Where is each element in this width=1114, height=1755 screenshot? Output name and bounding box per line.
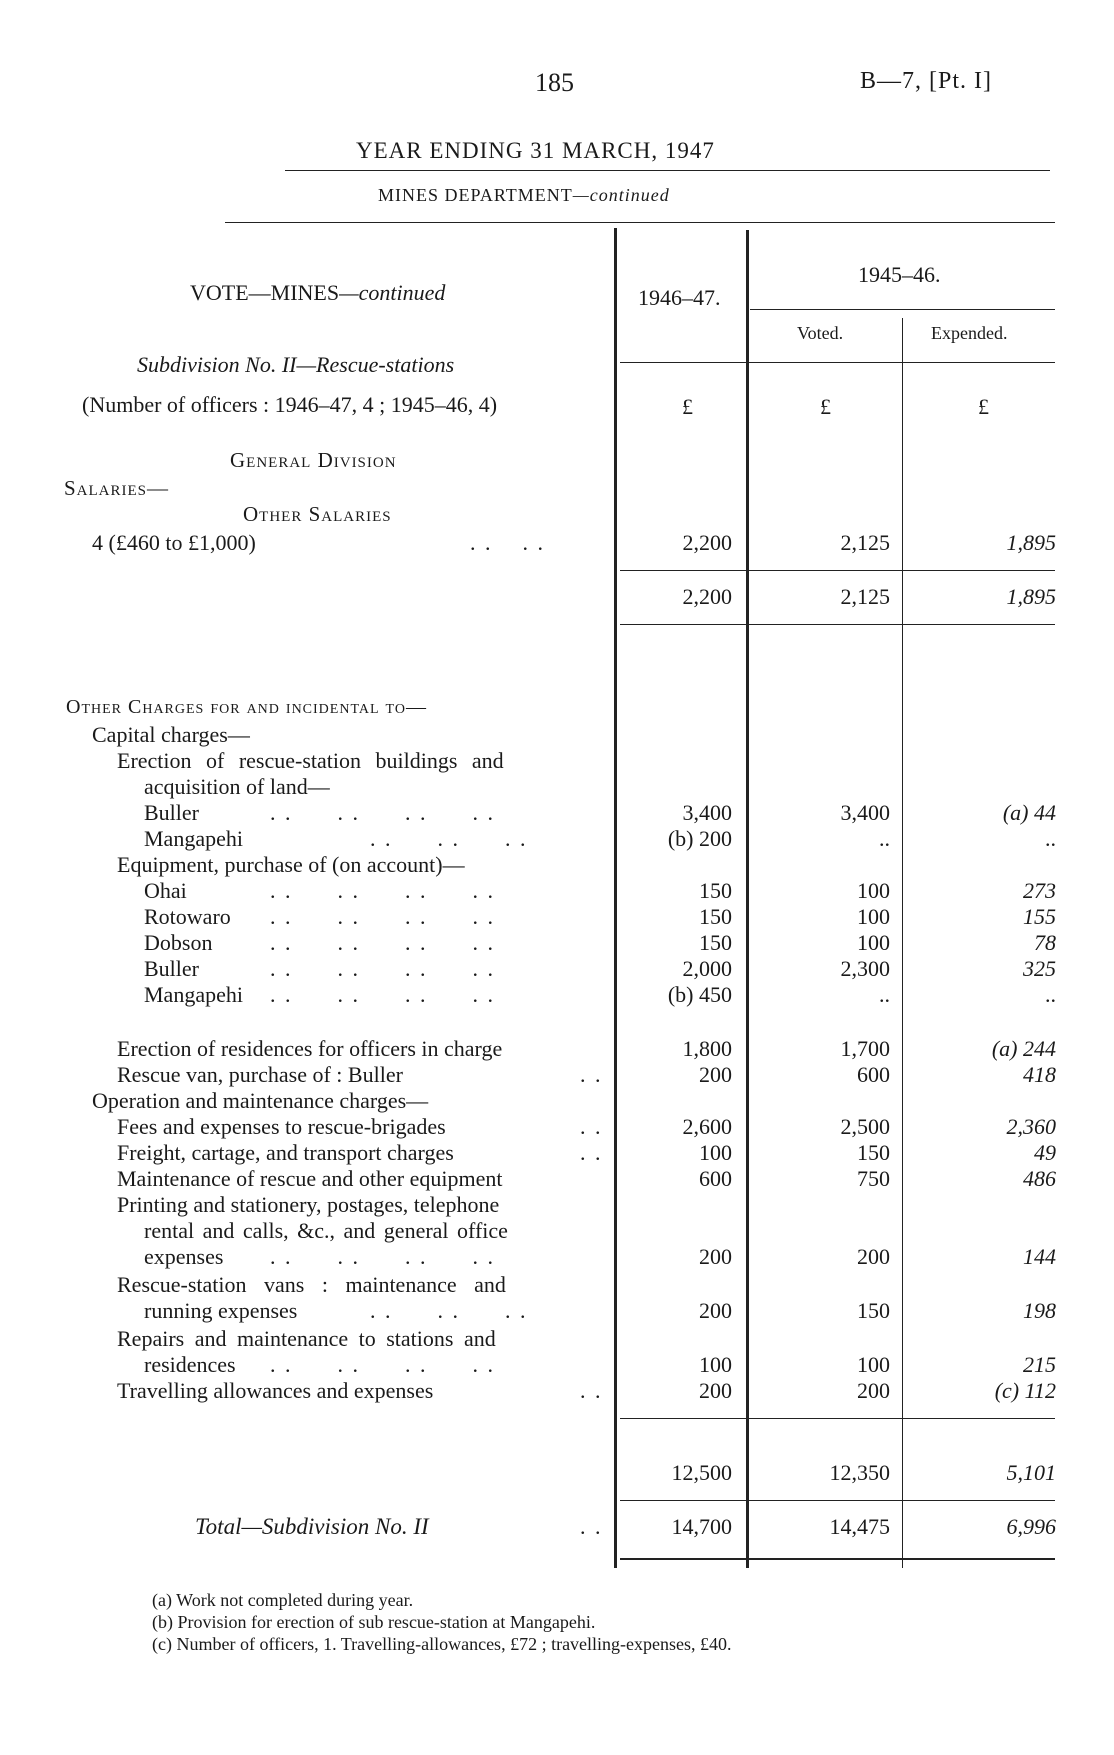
row-buller2-label: Buller <box>144 956 199 981</box>
printing-label-line2: rental and calls, &c., and general office <box>144 1218 508 1243</box>
salary-line-1946: 2,200 <box>682 530 732 555</box>
row-van-voted: 600 <box>857 1062 890 1087</box>
row-repairs-dots: . . . . . . . . <box>270 1352 495 1377</box>
row-printing-expended: 144 <box>1023 1244 1056 1269</box>
footnote-c: (c) Number of officers, 1. Travelling-allowances, £72 ; travelling-expenses, £40. <box>152 1634 732 1654</box>
year-title: YEAR ENDING 31 MARCH, 1947 <box>356 138 715 163</box>
row-mangapehi-voted: .. <box>879 826 890 851</box>
footnote-a: (a) Work not completed during year. <box>152 1590 414 1610</box>
row-printing-label: expenses <box>144 1244 224 1269</box>
row-vans-expended: 198 <box>1023 1298 1056 1323</box>
row-buller-1946: 3,400 <box>682 800 732 825</box>
row-travelling-label: Travelling allowances and expenses <box>117 1378 434 1403</box>
row-printing-1946: 200 <box>699 1244 732 1269</box>
pound-sign-voted: £ <box>820 394 831 419</box>
row-buller-label: Buller <box>144 800 199 825</box>
salary-total-voted: 2,125 <box>840 584 890 609</box>
row-van-label: Rescue van, purchase of : Buller <box>117 1062 403 1087</box>
row-travelling-voted: 200 <box>857 1378 890 1403</box>
column-header-1946: 1946–47. <box>638 285 721 310</box>
row-mangapehi-expended: .. <box>1045 826 1056 851</box>
row-travelling-expended: (c) 112 <box>994 1378 1056 1403</box>
row-dobson-1946: 150 <box>699 930 732 955</box>
salary-total-rule <box>620 624 1055 625</box>
row-fees-1946: 2,600 <box>682 1114 732 1139</box>
row-repairs-1946: 100 <box>699 1352 732 1377</box>
other-salaries-heading: Other Salaries <box>243 502 392 526</box>
row-fees-label: Fees and expenses to rescue-brigades <box>117 1114 446 1139</box>
row-ohai-dots: . . . . . . . . <box>270 878 495 903</box>
charges-total-expended: 5,101 <box>1006 1460 1056 1485</box>
column-rule-middle <box>746 230 749 1568</box>
row-mangapehi-1946: (b) 200 <box>667 826 732 851</box>
row-maintenance-expended: 486 <box>1023 1166 1056 1191</box>
officers-note: (Number of officers : 1946–47, 4 ; 1945–46, 4) <box>82 392 498 417</box>
column-rule-right <box>902 318 903 1568</box>
row-maintenance-voted: 750 <box>857 1166 890 1191</box>
grand-total-1946: 14,700 <box>671 1514 732 1539</box>
row-ohai-expended: 273 <box>1023 878 1056 903</box>
vans-label-line1: Rescue-station vans : maintenance and <box>117 1272 506 1297</box>
row-ohai-1946: 150 <box>699 878 732 903</box>
charges-total-rule <box>620 1500 1055 1501</box>
row-van-dots: . . <box>580 1062 603 1087</box>
row-printing-voted: 200 <box>857 1244 890 1269</box>
row-freight-1946: 100 <box>699 1140 732 1165</box>
row-ohai-label: Ohai <box>144 878 187 903</box>
row-fees-dots: . . <box>580 1114 603 1139</box>
row-residences-label: Erection of residences for officers in charge <box>117 1036 503 1061</box>
salary-total-expended: 1,895 <box>1006 584 1056 609</box>
row-dobson-dots: . . . . . . . . <box>270 930 495 955</box>
row-dobson-expended: 78 <box>1034 930 1056 955</box>
header-rule-2 <box>225 222 1055 223</box>
footnote-b: (b) Provision for erection of sub rescue-station at Mangapehi. <box>152 1612 596 1632</box>
charges-total-voted: 12,350 <box>829 1460 890 1485</box>
row-vans-voted: 150 <box>857 1298 890 1323</box>
row-vans-dots: . . . . . . <box>370 1298 528 1323</box>
row-repairs-label: residences <box>144 1352 236 1377</box>
column-rule-left <box>614 228 617 1568</box>
row-residences-expended: (a) 244 <box>991 1036 1056 1061</box>
row-van-1946: 200 <box>699 1062 732 1087</box>
salary-line-label: 4 (£460 to £1,000) <box>92 530 256 555</box>
row-freight-voted: 150 <box>857 1140 890 1165</box>
row-buller2-1946: 2,000 <box>682 956 732 981</box>
row-mangapehi-dots: . . . . . . <box>370 826 528 851</box>
grand-total-expended: 6,996 <box>1006 1514 1056 1539</box>
page-number: 185 <box>535 68 574 97</box>
row-freight-dots: . . <box>580 1140 603 1165</box>
equipment-heading: Equipment, purchase of (on account)— <box>117 852 465 877</box>
erection-heading-line2: acquisition of land— <box>144 774 330 799</box>
row-printing-dots: . . . . . . . . <box>270 1244 495 1269</box>
row-repairs-voted: 100 <box>857 1352 890 1377</box>
row-vans-label: running expenses <box>144 1298 298 1323</box>
row-buller2-expended: 325 <box>1023 956 1056 981</box>
row-van-expended: 418 <box>1023 1062 1056 1087</box>
header-rule-1 <box>285 170 1050 171</box>
vote-title-suffix: —continued <box>339 280 446 305</box>
row-buller2-dots: . . . . . . . . <box>270 956 495 981</box>
grand-total-dots: . . <box>580 1514 603 1539</box>
erection-heading-line1: Erection of rescue-station buildings and <box>117 748 504 773</box>
other-charges-heading: Other Charges for and incidental to— <box>66 696 427 718</box>
row-mangapehi2-label: Mangapehi <box>144 982 243 1007</box>
row-rotowaro-1946: 150 <box>699 904 732 929</box>
row-residences-1946: 1,800 <box>682 1036 732 1061</box>
row-dobson-voted: 100 <box>857 930 890 955</box>
row-travelling-1946: 200 <box>699 1378 732 1403</box>
capital-charges-heading: Capital charges— <box>92 722 250 747</box>
row-buller-dots: . . . . . . . . <box>270 800 495 825</box>
row-freight-expended: 49 <box>1034 1140 1056 1165</box>
row-residences-voted: 1,700 <box>840 1036 890 1061</box>
row-fees-voted: 2,500 <box>840 1114 890 1139</box>
vote-title-main: VOTE—MINES <box>190 280 340 305</box>
pound-sign-expended: £ <box>978 394 989 419</box>
row-vans-1946: 200 <box>699 1298 732 1323</box>
row-rotowaro-dots: . . . . . . . . <box>270 904 495 929</box>
grand-total-voted: 14,475 <box>829 1514 890 1539</box>
printing-label-line1: Printing and stationery, postages, telephone <box>117 1192 500 1217</box>
paper-reference: B—7, [Pt. I] <box>860 68 992 94</box>
subdivision-title: Subdivision No. II—Rescue-stations <box>137 352 455 377</box>
operation-heading: Operation and maintenance charges— <box>92 1088 429 1113</box>
charges-subtotal-rule <box>620 1418 1055 1419</box>
grand-total-rule <box>620 1558 1055 1560</box>
salary-line-dots: . . . . <box>470 530 545 555</box>
row-dobson-label: Dobson <box>144 930 213 955</box>
salary-total-1946: 2,200 <box>682 584 732 609</box>
row-ohai-voted: 100 <box>857 878 890 903</box>
rule-under-1945 <box>750 309 1055 310</box>
row-mangapehi2-1946: (b) 450 <box>667 982 732 1007</box>
row-mangapehi2-expended: .. <box>1045 982 1056 1007</box>
column-header-1945: 1945–46. <box>858 262 941 287</box>
row-freight-label: Freight, cartage, and transport charges <box>117 1140 454 1165</box>
row-mangapehi-label: Mangapehi <box>144 826 243 851</box>
row-mangapehi2-dots: . . . . . . . . <box>270 982 495 1007</box>
row-rotowaro-expended: 155 <box>1023 904 1056 929</box>
pound-sign-1946: £ <box>682 394 693 419</box>
salary-line-voted: 2,125 <box>840 530 890 555</box>
row-rotowaro-voted: 100 <box>857 904 890 929</box>
row-buller2-voted: 2,300 <box>840 956 890 981</box>
rule-under-headers <box>620 362 1055 363</box>
salary-subtotal-rule <box>620 570 1055 571</box>
general-division-heading: General Division <box>230 448 397 472</box>
charges-total-1946: 12,500 <box>671 1460 732 1485</box>
row-buller-voted: 3,400 <box>840 800 890 825</box>
salaries-heading: Salaries— <box>64 476 170 500</box>
column-header-voted: Voted. <box>797 323 844 343</box>
row-maintenance-1946: 600 <box>699 1166 732 1191</box>
row-mangapehi2-voted: .. <box>879 982 890 1007</box>
grand-total-label: Total—Subdivision No. II <box>195 1514 429 1539</box>
row-rotowaro-label: Rotowaro <box>144 904 231 929</box>
row-fees-expended: 2,360 <box>1006 1114 1056 1139</box>
row-travelling-dots: . . <box>580 1378 603 1403</box>
salary-line-expended: 1,895 <box>1006 530 1056 555</box>
department-suffix: —continued <box>572 185 670 205</box>
row-repairs-expended: 215 <box>1023 1352 1056 1377</box>
row-buller-expended: (a) 44 <box>1002 800 1056 825</box>
column-header-expended: Expended. <box>931 323 1008 343</box>
department-name: MINES DEPARTMENT <box>378 185 573 205</box>
vote-title <box>190 280 445 306</box>
repairs-label-line1: Repairs and maintenance to stations and <box>117 1326 496 1351</box>
row-maintenance-label: Maintenance of rescue and other equipment <box>117 1166 503 1191</box>
department-title <box>378 185 670 206</box>
